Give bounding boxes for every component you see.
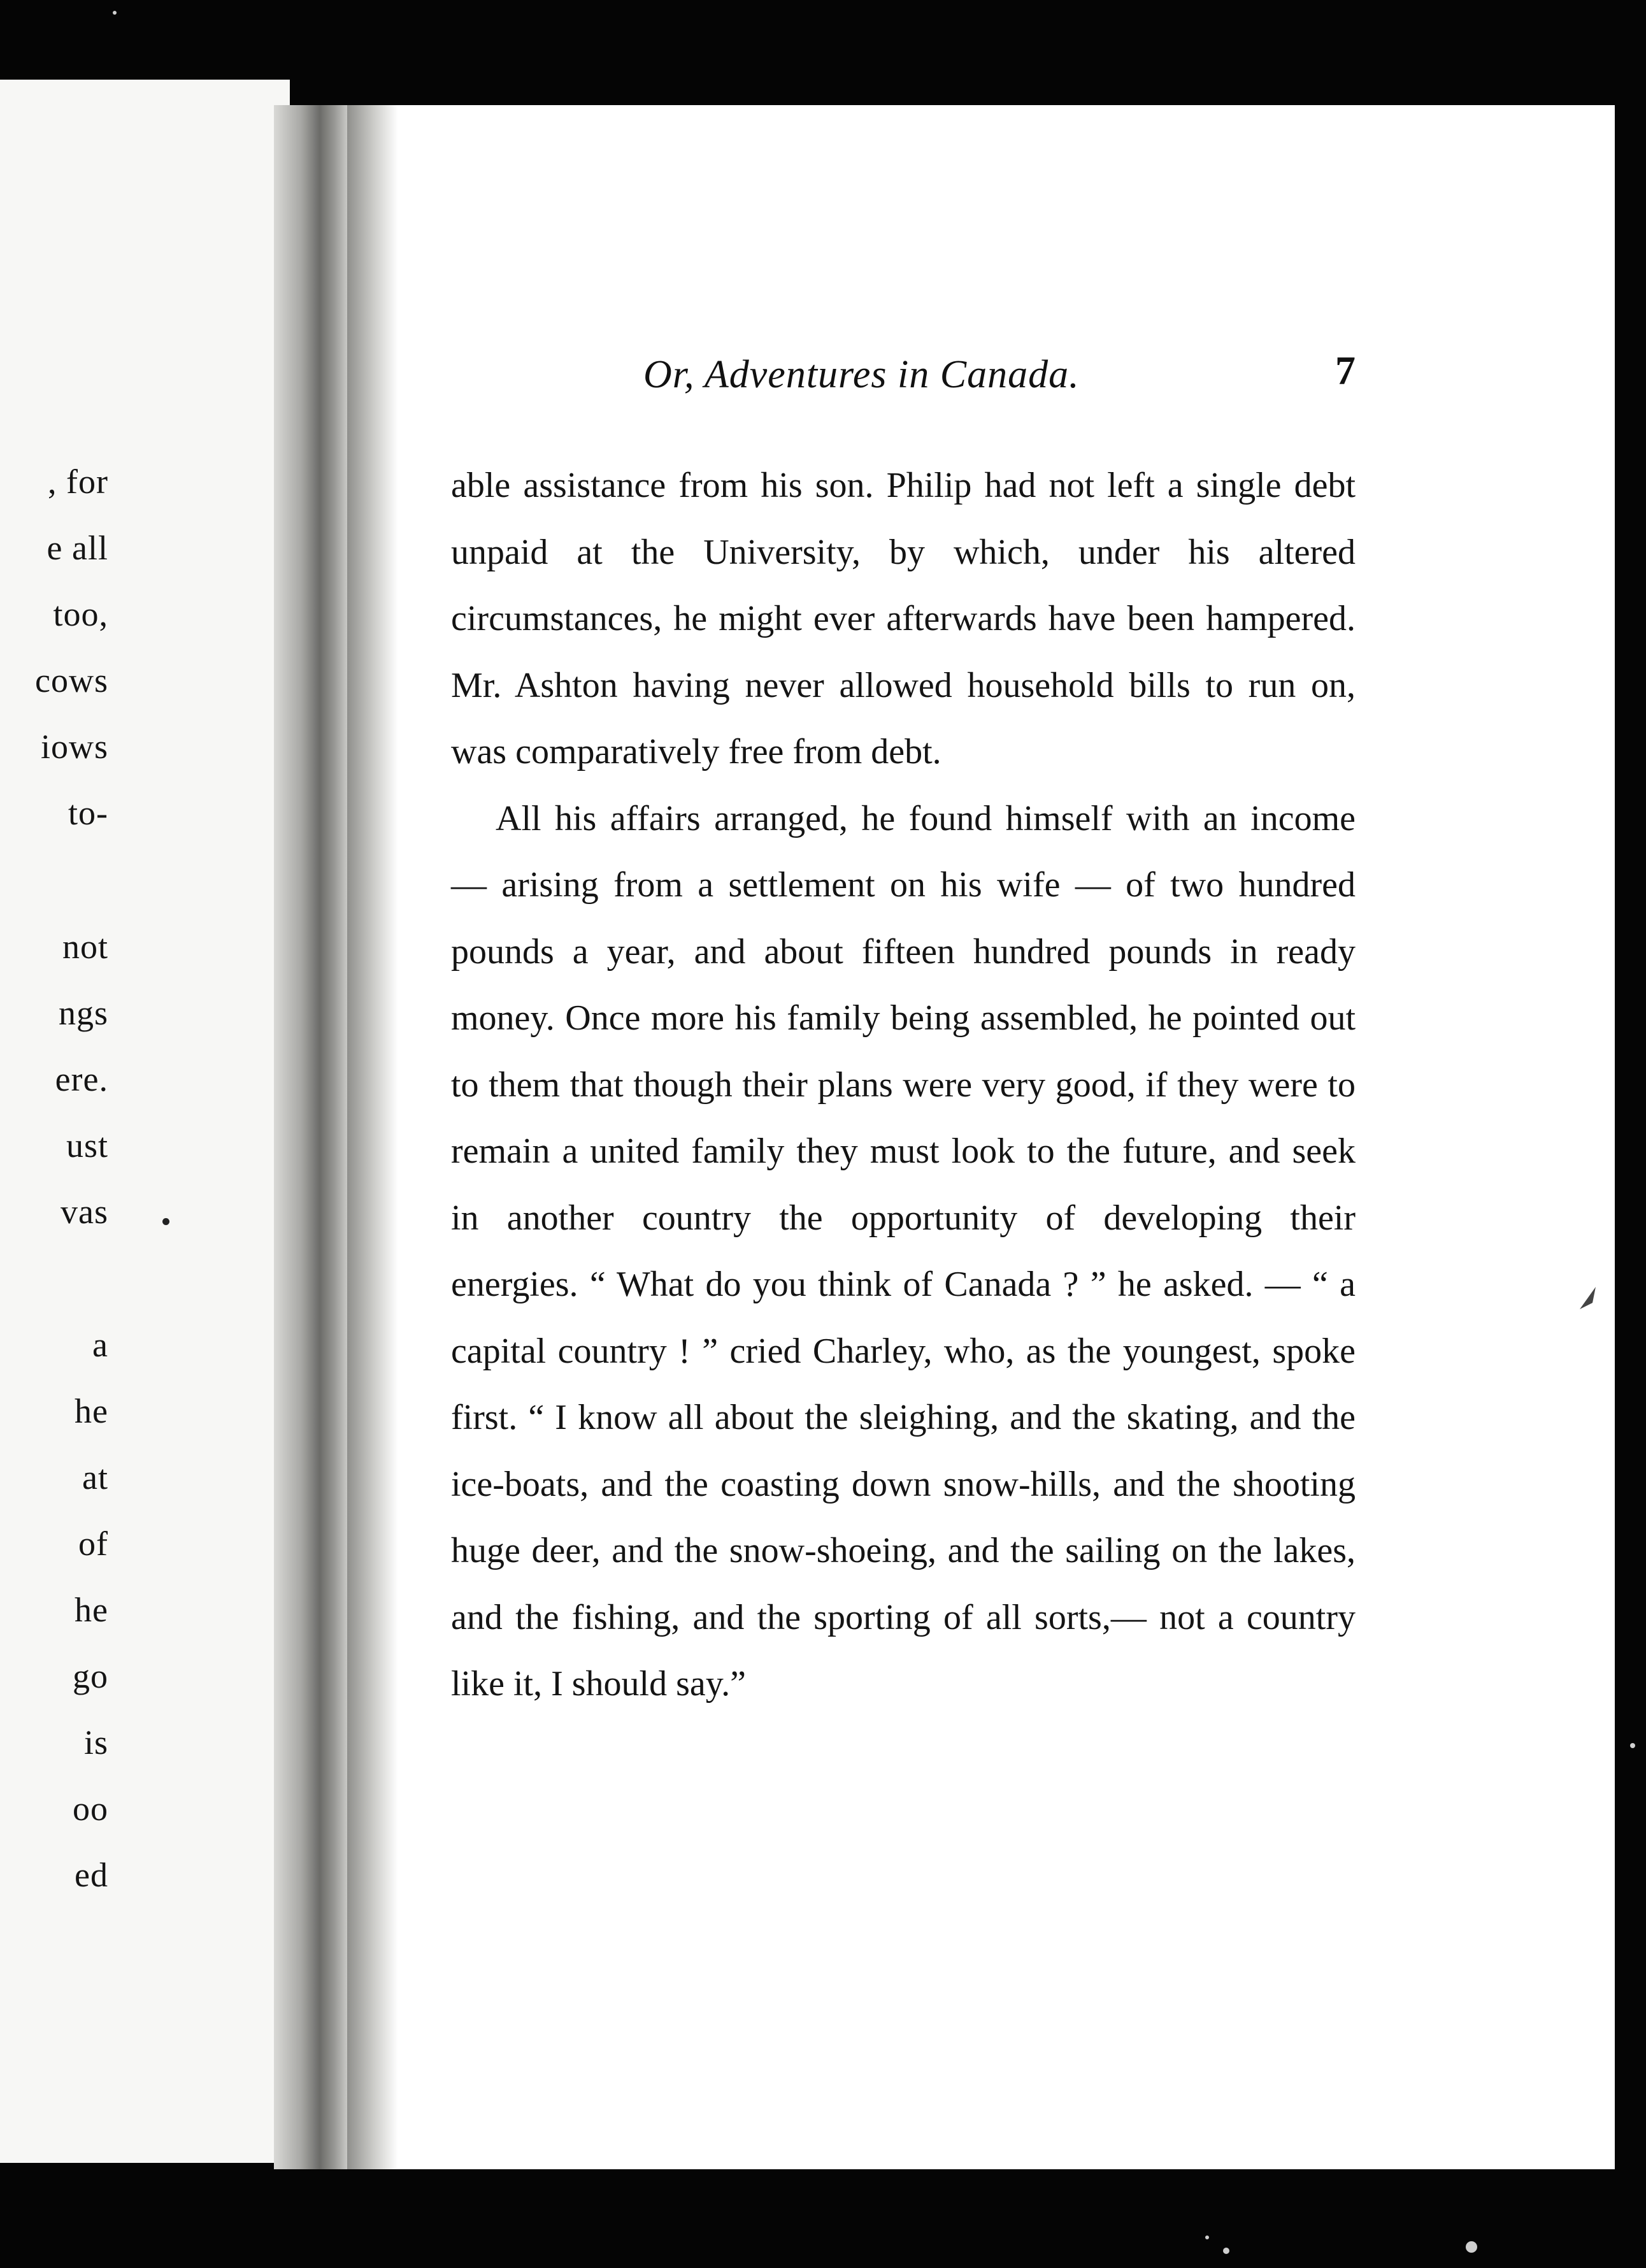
page-header (643, 347, 1363, 405)
facing-line: go (73, 1657, 108, 1695)
facing-line: he (75, 1392, 108, 1430)
body-text (451, 452, 1356, 1718)
facing-line: cows (35, 661, 108, 700)
facing-line: oo (73, 1790, 108, 1828)
paragraph: All his affairs arranged, he found himself with an income — arising from a settlement on his wife — of two hundred pounds a year, and about fifteen hundred pounds in ready money. Once more his family being assembled, he pointed out to them that though their plans were very good, if they were to remain a united family they must look to the future, and seek in another country the opportunity of developing their energies. “ What do you think of Canada ? ” he asked. — “ a capital country ! ” cried Charley, who, as the youngest, spoke first. “ I know all about the sleighing, and the skating, and the ice-boats, and the coasting down snow-hills, and the shooting huge deer, and the snow-shoeing, and the sailing on the lakes, and the fishing, and the sporting of all sorts,— not a country like it, I should say.” (451, 798, 1356, 1704)
facing-line: is (83, 1723, 108, 1762)
page-number: 7 (1335, 348, 1356, 393)
facing-line: not (62, 928, 108, 966)
dust-speck (1466, 2241, 1477, 2253)
dust-speck (113, 11, 117, 15)
facing-line: iows (40, 728, 108, 766)
facing-line: ngs (58, 994, 108, 1032)
book-gutter (274, 105, 350, 2169)
facing-line: too, (53, 595, 108, 633)
dust-speck (1223, 2248, 1229, 2254)
facing-line: ed (75, 1856, 108, 1894)
facing-line: ere. (55, 1060, 108, 1098)
ink-speck (162, 1218, 169, 1225)
facing-line: ust (66, 1126, 108, 1165)
facing-line: he (75, 1591, 108, 1629)
facing-line: at (82, 1458, 108, 1496)
facing-line: to- (68, 794, 108, 832)
dust-speck (1630, 1743, 1635, 1748)
facing-line: vas (61, 1193, 108, 1231)
facing-line: of (78, 1525, 108, 1563)
facing-page-text (0, 80, 108, 1991)
facing-line: e all (47, 529, 108, 567)
facing-line: a (92, 1326, 108, 1364)
paragraph: able assistance from his son. Philip had not left a single debt unpaid at the University, by which, under his altered circumstances, he might ever afterwards have been hampered. Mr. Ashton having never allowed household bills to run on, was comparatively free from debt. (451, 466, 1356, 772)
page-spine-shadow (347, 105, 398, 2169)
dust-speck (1205, 2236, 1209, 2239)
running-head: Or, Adventures in Canada. (643, 353, 1080, 396)
facing-line: , for (48, 463, 108, 501)
